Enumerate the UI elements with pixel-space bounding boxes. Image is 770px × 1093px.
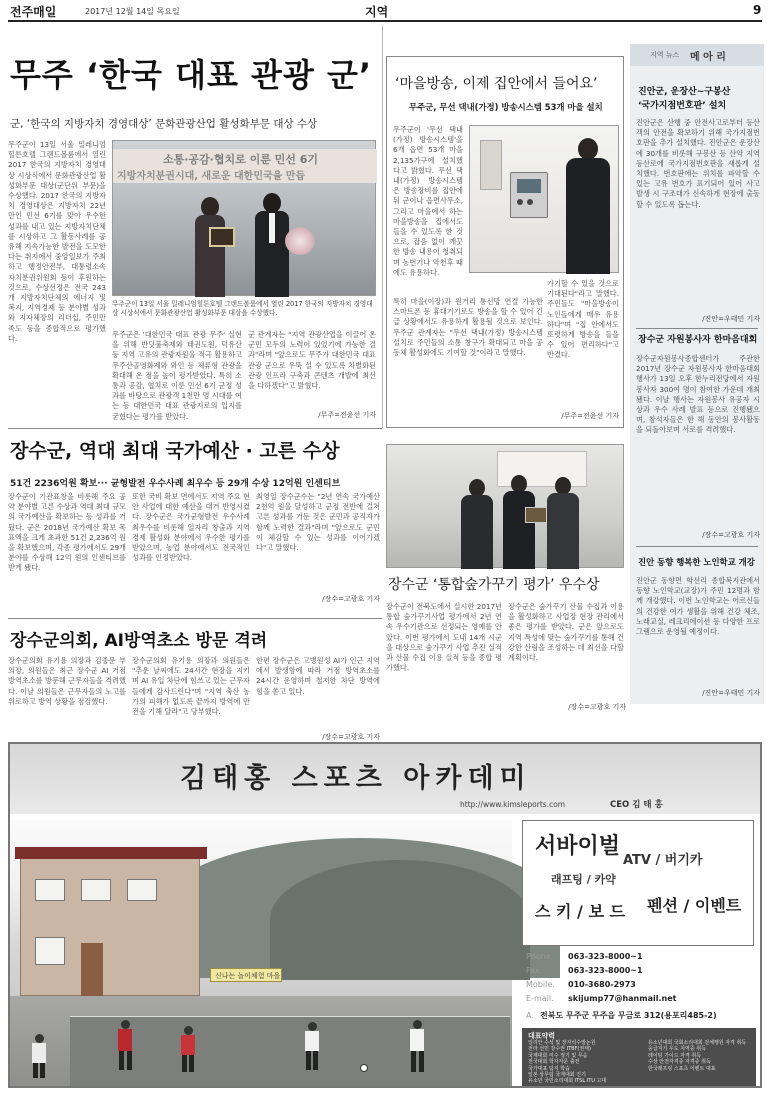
contact-row [526,952,754,964]
sidebar-byline: /장수=고광호 기자 [702,531,760,539]
banner-line-1: 소통·공감·협치로 이룬 민선 6기 [163,153,319,166]
history-item: 응급지기 우도 지역증 취득 [648,1046,706,1053]
player [406,1020,428,1072]
headline: 무주 ‘한국 대표 관광 군’ [10,56,373,94]
contact-row [526,980,754,992]
sidebar-item-title: 진안 동향 행복한 노인학교 개강 [638,557,755,567]
contact-label: Fax. [526,966,543,975]
banner-line-2: 지방자치분권시대, 새로운 대한민국을 만듭 [117,171,306,182]
person-woman [191,197,229,297]
ad-banner-sign [210,968,282,982]
banner-sign-text: 신나는 놀이체험 마을 [215,972,281,980]
body-column: 한편 장수군은 고병원성 AI가 인근 지역에서 발생함에 따라 거점 방역초소를 24시간 운영하며 철저한 차단 방역에 힘을 쏟고 있다. [256,656,380,696]
academy-photo [10,820,512,1086]
broadcast-photo [469,125,619,273]
section-rule [8,428,382,429]
history-left [528,1040,646,1085]
history-item: 일본 상무팀 국제대회 진기 [528,1072,586,1079]
activity-atv: ATV / 버기카 [623,853,703,868]
photo-banner [113,149,377,183]
byline: /장수=고광호 기자 [322,733,380,741]
history-item: 전라 선민 강수권 ITBF(권태) [528,1046,591,1053]
page-number: 9 [753,3,762,17]
player [114,1020,136,1070]
mountain [270,860,530,980]
column-divider [382,26,383,428]
subhead: 무주군, 무선 댁내(가정) 방송시스템 53개 마을 설치 [409,102,603,112]
body-column: 또한 국비 확보 면에서도 지역 주요 현안 사업에 대한 예산을 대거 반영시켰다. 장수군은 국가균형발전 우수사례 최우수를 비롯해 일자리 창출과 지역 경제 활성화 분야에서 우수한 평가를 받았으며, 농업 분야에서도 전국적인 성과를 인정받았다. [132,492,250,563]
ad-url: http://www.kimsleports.com [460,800,566,809]
subhead: 51건 2236억원 확보··· 균형발전 우수사례 최우수 등 29개 수상 12억원 인센티브 [10,479,341,489]
history-item: 한국래프팅 스포츠 이벤트 대표 [648,1065,716,1072]
player [302,1022,322,1070]
building [20,856,200,996]
futsal-court [70,1016,510,1086]
body-column: 장수군이 전북도에서 실시한 2017년 통합 숲가꾸기사업 평가에서 2년 연속 우수기관으로 선정되는 영예를 안았다. 이번 평가에서 도내 14개 시군을 대상으로 숲가꾸기 사업 추진 실적과 산물 수집 이용 실적 등을 종합 평가했다. [386,602,502,673]
career-history [522,1028,756,1086]
history-item: 수상 안전자격증 자격증 취득 [648,1059,711,1066]
person-in-parka [564,138,612,274]
contact-row [526,966,754,978]
body-column: 가기할 수 있을 것으로 기대된다"라고 말했다. 주민들도 "마을방송이 노인들에게 매우 유용하다"며 "집 안에서도 또렷하게 방송을 들을 수 있어 편리하다"고 반겼다. [547,279,619,360]
sports-academy-ad [8,742,762,1088]
contact-value: 010-3680-2973 [568,980,636,989]
issue-date: 2017년 12월 14일 목요일 [85,7,180,16]
activity-pension: 펜션 / 이벤트 [647,896,742,915]
sidebar-label: 지역 뉴스 [650,51,680,59]
byline: /장수=고광호 기자 [568,703,626,711]
byline: /무주=전윤선 기자 [561,412,619,420]
activity-ski: 스 키 / 보 드 [535,902,625,921]
contact-value: 063-323-8000~1 [568,952,643,961]
person-right [543,477,583,569]
body-column: 장수군은 숲가꾸기 산물 수집과 이용을 활성화하고 사업장 현장 관리에서 좋은 평가를 받았다. 군은 앞으로도 지역 특성에 맞는 숲가꾸기를 통해 건강한 산림을 조성하는 데 최선을 다할 계획이다. [508,602,624,663]
person-left [457,479,497,569]
headline: 장수군 ‘통합숲가꾸기 평가’ 우수상 [388,577,600,593]
address-label: A. [526,1011,534,1020]
history-title: 대표약력 [528,1032,556,1040]
activity-rafting: 래프팅 / 카약 [551,873,616,886]
contact-list [522,952,754,1026]
body-column: 장수군의회 유기용 의장과 김종문 부의장, 의원들은 최근 장수군 AI 거점 방역초소를 방문해 근무자들을 격려했다. 이날 의원들은 근무자들의 노고를 위로하고 방역 상황을 점검했다. [8,656,126,706]
history-item: 국제대회 미수 정기 및 무음 [528,1052,588,1059]
body-column: 특히 마을(이장)과 원거리 통신망 연결 가능한 스마트폰 등 휴대기기로도 방송을 할 수 있어 긴급 상황에서도 유용하게 활용될 것으로 보인다. 무주군 관계자는 "무선 댁내(가정) 방송시스템 설치로 주민들의 소통 창구가 확대되고 마을 공동체 활성화에도 기여할 것"이라고 말했다. [393,297,543,358]
section-rule [8,618,382,619]
flower-bouquet [285,227,315,255]
body-column: 장수군의회 유기용 의장과 의원들은 "추운 날씨에도 24시간 현장을 지키며 AI 유입 차단에 힘쓰고 있는 근무자들에게 감사드린다"며 "지역 축산 농가의 피해가 없도록 끝까지 방역에 만전을 기해 달라"고 당부했다. [132,656,250,717]
contact-label: E-mail. [526,994,554,1003]
activity-box [522,820,754,946]
ad-ceo: CEO 김 태 홍 [610,800,663,810]
address-row [526,1010,754,1022]
sidebar-byline: /진안=우태민 기자 [702,315,760,323]
history-right [648,1040,754,1072]
paper-name: 전주매일 [10,5,57,19]
byline: /무주=전윤선 기자 [318,411,376,419]
body-column: 장수군이 기관표창을 비롯해 주요 공약 분야별 고른 수상과 역대 최대 규모의 국가예산을 확보하는 등 성과를 거뒀다. 군은 2018년 국가예산 확보 목표액을 크게 초과한 51건 2,236억 원을 확보했으며, 각종 평가에서도 29개 분야를 수상해 12억 원의 인센티브를 받게 됐다. [8,492,126,573]
activity-survival: 서바이벌 [535,834,621,859]
article-forest-award [386,572,626,714]
sidebar-header [630,44,764,66]
sidebar-divider [636,546,758,547]
award-plaque-1 [209,227,235,247]
sidebar-item-text: 진안군 동향면 학선리 종합복지관에서 동향 노인학교(교장)가 주민 12명과 함께 개강했다. 이번 노인학교는 어르신들의 건강한 여가 생활을 위해 건강 체조, 노래교실, 레크리에이션 등 다양한 프로그램으로 운영될 예정이다. [636,576,760,637]
history-item: 국가대표 팀지 학습 [528,1065,570,1072]
headline: ‘마을방송, 이제 집안에서 들어요’ [395,76,598,92]
article-tourism [8,28,378,426]
contact-value: skijump77@hanmail.net [568,994,677,1003]
contact-label: Mobile. [526,980,555,989]
contact-value: 063-323-8000~1 [568,966,643,975]
body-column: 무주군이 13일 서울 밀레니엄힐튼호텔 그랜드볼룸에서 열린 2017 한국의 지방자치 경영대상 시상식에서 문화관광산업 활성화부문 대상(군단위 부문)을 수상했다. 2017 한국의 지방자치 경영대상은 지방자치 22년 만인 민선 6기를 맞아 우수한 성과를 내고 있는 지방자치단체를 시상하고 그 활동사례를 공유해 지속가능한 발전을 도모한다는 취지에서 중앙일보가 주최하고 행정안전부, 대통령소속 자치분권위원회 등이 후원하는 것으로, 수상선정은 전국 243개 지방자치단체의 에너지 및 복지, 지역경제 등 분야별 성과와 지자체장의 리더십, 주민만족도 등을 종합적으로 평가했다. [8,140,106,343]
history-item: 유소년 국민소리대회 ITSL.ITU 고대 [528,1078,607,1085]
headline: 장수군의회, AI방역초소 방문 격려 [10,631,268,651]
broadcast-receiver [510,172,548,218]
body-column: 군 관계자는 "지역 관광산업을 이끌어 온 군민 모두의 노력이 있었기에 가능한 결과"라며 "앞으로도 무주가 대한민국 대표 관광 군으로 우뚝 설 수 있도록 차별화된 관광 인프라 구축과 콘텐츠 개발에 최선을 다하겠다"고 밝혔다. [248,330,376,391]
article-budget-awards [8,432,380,614]
address-value: 전북도 무주군 무주읍 무금로 312(용포리485-2) [540,1011,717,1020]
byline: /장수=고광호 기자 [322,595,380,603]
section-name: 지역 [365,5,389,19]
sidebar-item-title: 장수군 자원봉사자 한마음대회 [638,335,758,345]
award-photo [112,140,376,296]
sidebar-item-title: ‘국가지점번호판’ 설치 [638,101,727,111]
masthead [0,0,770,20]
history-item: 레이팅 가이드 자격 취득 [648,1052,702,1059]
wall-cabinet [480,140,502,190]
ad-brand: 김태홍 스포츠 아카데미 [180,763,532,794]
soccer-ball [360,1064,368,1072]
body-column: 최영일 장수군수는 "2년 연속 국가예산 2천억 원을 달성하고 군정 전반에 걸쳐 고른 성과를 거둔 것은 군민과 공직자가 함께 노력한 결과"라며 "앞으로도 군민이 체감할 수 있는 성과를 이어가겠다"고 말했다. [256,492,380,553]
history-item: 유소년대회 국회소리대회 전체행원 자격 취득 [648,1040,747,1046]
contact-label: Phone. [526,952,554,961]
sidebar-item-title: 진안군, 운장산~구봉산 [638,87,731,97]
article-ai-checkpoint [8,624,380,741]
forest-award-photo [386,444,624,568]
sidebar-item-text: 진안군은 산행 중 안전사고로부터 등산객의 안전을 확보하기 위해 국가지점번호판을 추가 설치했다. 진안군은 운장산에 30개를 비롯해 구봉산 등 산악 지역 등산로에 국가지점번호판을 새롭게 설치했다. 번호판에는 위치를 파악할 수 있는 고유 번호가 표기되어 있어 사고 발생 시 구조대가 신속하게 현장에 출동할 수 있도록 돕는다. [636,118,760,209]
sidebar-regional-news [630,44,764,704]
article-village-broadcast [386,56,624,428]
body-column: 무주군은 '대한민국 대표 관광 무주' 실현을 위해 반딧불축제와 태권도원, 덕유산 등 지역 고유의 관광자원을 적극 활용하고 무주산골영화제와 와인 등 체류형 관광을 확대해 온 점을 높이 평가받았다. 특히 소통과 공감, 협치로 이룬 민선 6기 군정 성과를 바탕으로 관광객 1천만 명 시대를 여는 등 대한민국 대표 관광지로의 입지를 굳혔다는 평가를 받았다. [112,330,242,421]
body-column: 무주군이 '무선 댁내(가정) 방송시스템'을 6개 읍면 53개 마을 2,135가구에 설치했다고 밝혔다. 무선 댁내(가정) 방송시스템은 방송장비를 집안에 둬 군이나 읍면사무소, 그리고 마을에서 하는 마을방송을 집에서도 들을 수 있도록 한 것으로, 잡음 없이 깨끗한 방송 내용이 청취되며 농번기나 악천후 때에도 유용하다. [393,125,463,277]
history-item: 전국대회 학자자문 출전 [528,1059,580,1066]
history-item: 일리안 수석 및 장자석수발논원 [528,1040,596,1046]
sidebar-title: 메 아 리 [690,52,726,63]
ad-header [10,744,760,814]
sidebar-divider [636,328,758,329]
sidebar-item-text: 장수군자원봉사종합센터가 주관한 2017년 장수군 자원봉사자 한마음대회 행사가 13일 오후 한누리전당에서 자원봉사자 300여 명이 참여한 가운데 개최됐다. 이날 행사는 자원봉사 유공자 시상과 우수 사례 발표 등으로 진행됐으며, 참석자들은 한 해 동안의 봉사활동을 되돌아보며 서로를 격려했다. [636,354,760,435]
masthead-rule [8,20,762,22]
photo-caption: 무주군이 13일 서울 밀레니엄힐튼호텔 그랜드볼룸에서 열린 2017 한국의 지방자치 경영대상 시상식에서 문화관광산업 활성화부문 대상을 수상했다. [112,300,373,317]
headline: 장수군, 역대 최대 국가예산 · 고른 수상 [10,440,340,462]
sidebar-byline: /진안=우태민 기자 [702,689,760,697]
contact-row [526,994,754,1006]
player [178,1026,198,1072]
player [30,1034,48,1078]
subhead: 군, ‘한국의 지방자치 경영대상’ 문화관광산업 활성화부문 대상 수상 [10,118,318,130]
